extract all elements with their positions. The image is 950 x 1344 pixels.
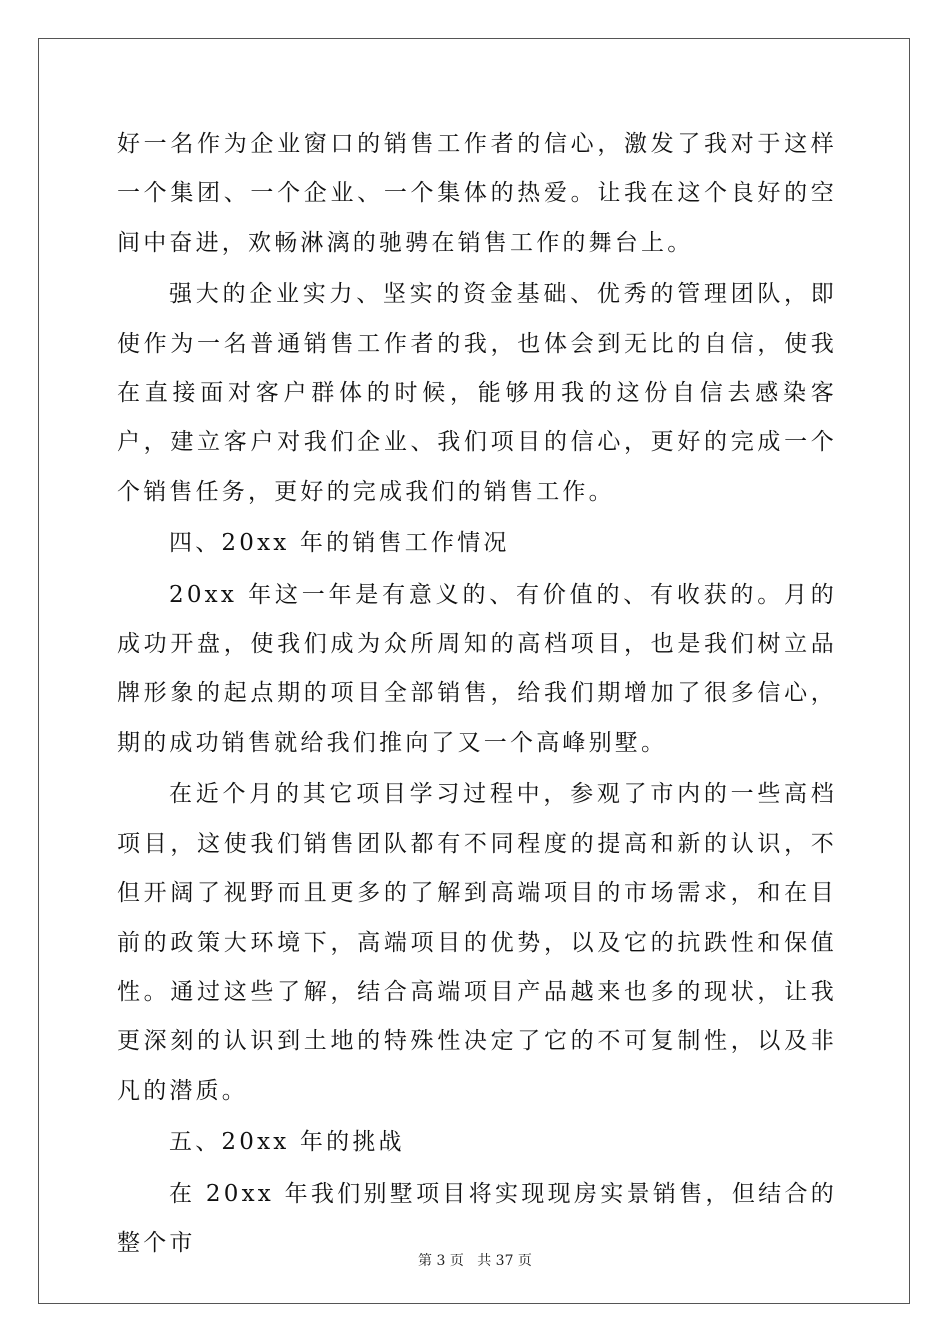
section-heading-5: 五、20xx 年的挑战 — [169, 1129, 405, 1156]
page-total: 共 37 页 — [477, 1253, 532, 1269]
paragraph-5: 在 20xx 年我们别墅项目将实现现房实景销售，但结合的整个市 — [117, 1180, 837, 1256]
page-number: 第 3 页 — [418, 1253, 464, 1269]
paragraph-1: 好一名作为企业窗口的销售工作者的信心，激发了我对于这样一个集团、一个企业、一个集体的热爱。让我在这个良好的空间中奋进，欢畅淋漓的驰骋在销售工作的舞台上。 — [117, 131, 837, 256]
paragraph-3: 20xx 年这一年是有意义的、有价值的、有收获的。月的成功开盘，使我们成为众所周知的高档项目，也是我们树立品牌形象的起点期的项目全部销售，给我们期增加了很多信心，期的成功销售就给我们推向了又一个高峰别墅。 — [117, 581, 837, 756]
section-heading-4: 四、20xx 年的销售工作情况 — [169, 530, 510, 557]
document-body — [117, 120, 837, 1270]
paragraph-2: 强大的企业实力、坚实的资金基础、优秀的管理团队，即使作为一名普通销售工作者的我，也体会到无比的自信，使我在直接面对客户群体的时候，能够用我的这份自信去感染客户，建立客户对我们企业、我们项目的信心，更好的完成一个个销售任务，更好的完成我们的销售工作。 — [117, 281, 837, 505]
paragraph-4: 在近个月的其它项目学习过程中，参观了市内的一些高档项目，这使我们销售团队都有不同程度的提高和新的认识，不但开阔了视野而且更多的了解到高端项目的市场需求，和在目前的政策大环境下，高端项目的优势，以及它的抗跌性和保值性。通过这些了解，结合高端项目产品越来也多的现状，让我更深刻的认识到土地的特殊性决定了它的不可复制性，以及非凡的潜质。 — [117, 781, 837, 1104]
page-footer — [0, 1250, 950, 1270]
